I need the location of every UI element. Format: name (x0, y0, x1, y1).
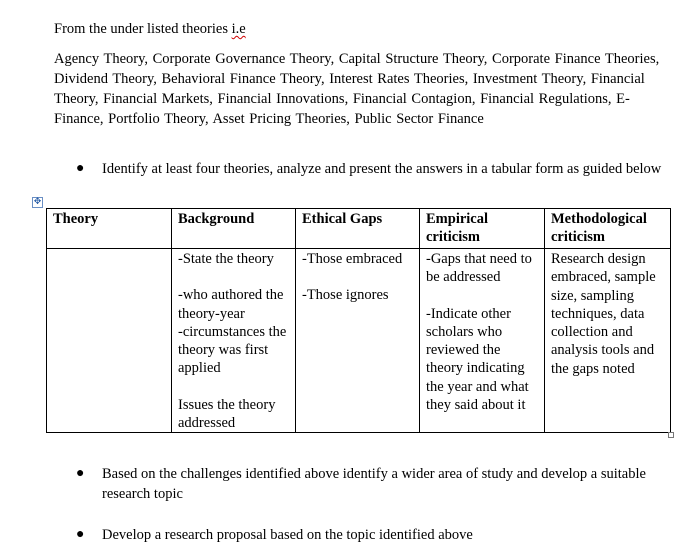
bullet-dot-icon: ● (76, 161, 85, 176)
background-line-2: -who authored the theory-year (178, 287, 284, 322)
empirical-line-1: -Gaps that need to be addressed (426, 251, 532, 286)
bullet-text-3: Develop a research proposal based on the topic identified above (102, 527, 473, 543)
cell-ethical-gaps[interactable] (296, 249, 420, 433)
bullet-item-2 (76, 464, 684, 504)
header-background[interactable]: Background (172, 209, 296, 249)
bullet-text-2: Based on the challenges identified above identify a wider area of study and develop a suitable research topic (102, 466, 646, 502)
header-empirical-criticism[interactable]: Empirical criticism (420, 209, 545, 249)
bullet-text-1: Identify at least four theories, analyze and present the answers in a tabular form as guided below (102, 161, 662, 177)
theories-list: Agency Theory, Corporate Governance Theory, Capital Structure Theory, Corporate Finance Theories, Dividend Theory, Behavioral Finance Theory, Interest Rates Theories, Investment Theory, Financial Theory, Financial Markets, Financial Innovations, Financial Contagion, Financial Regulations, E-Finance, Portfolio Theory, Asset Pricing Theories, Public Sector Finance (54, 51, 660, 127)
ethical-line-1: -Those embraced (302, 251, 403, 267)
bullet-item-1 (76, 159, 684, 179)
cell-theory[interactable] (47, 249, 172, 433)
resize-handle-icon[interactable] (668, 432, 674, 438)
background-line-3: -circumstances the theory was first applied (178, 323, 287, 377)
bullet-item-3 (76, 525, 684, 545)
move-arrows-icon[interactable]: ✥ (33, 197, 42, 207)
bullet-dot-icon: ● (76, 527, 85, 542)
cell-methodological-criticism[interactable]: Research design embraced, sample size, sampling techniques, data collection and analysis tools and the gaps noted (545, 249, 671, 433)
header-theory[interactable]: Theory (47, 209, 172, 249)
background-line-4: Issues the theory addressed (178, 396, 276, 432)
bullet-dot-icon: ● (76, 466, 85, 481)
empirical-line-2: -Indicate other scholars who reviewed the theory indicating the year and what they said about it (426, 305, 529, 414)
cell-background[interactable] (172, 249, 296, 433)
header-methodological-criticism[interactable]: Methodological criticism (545, 209, 671, 249)
table-row (47, 249, 671, 433)
header-ethical-gaps[interactable]: Ethical Gaps (296, 209, 420, 249)
background-line-1: -State the theory (178, 251, 274, 267)
ethical-line-2: -Those ignores (302, 287, 389, 304)
criteria-table (46, 208, 671, 433)
intro-line (54, 19, 246, 39)
intro-prefix: From the under listed theories (54, 21, 232, 37)
table-header-row (47, 209, 671, 249)
cell-empirical-criticism[interactable] (420, 249, 545, 433)
intro-abbr-spellcheck: i.e (231, 21, 246, 37)
